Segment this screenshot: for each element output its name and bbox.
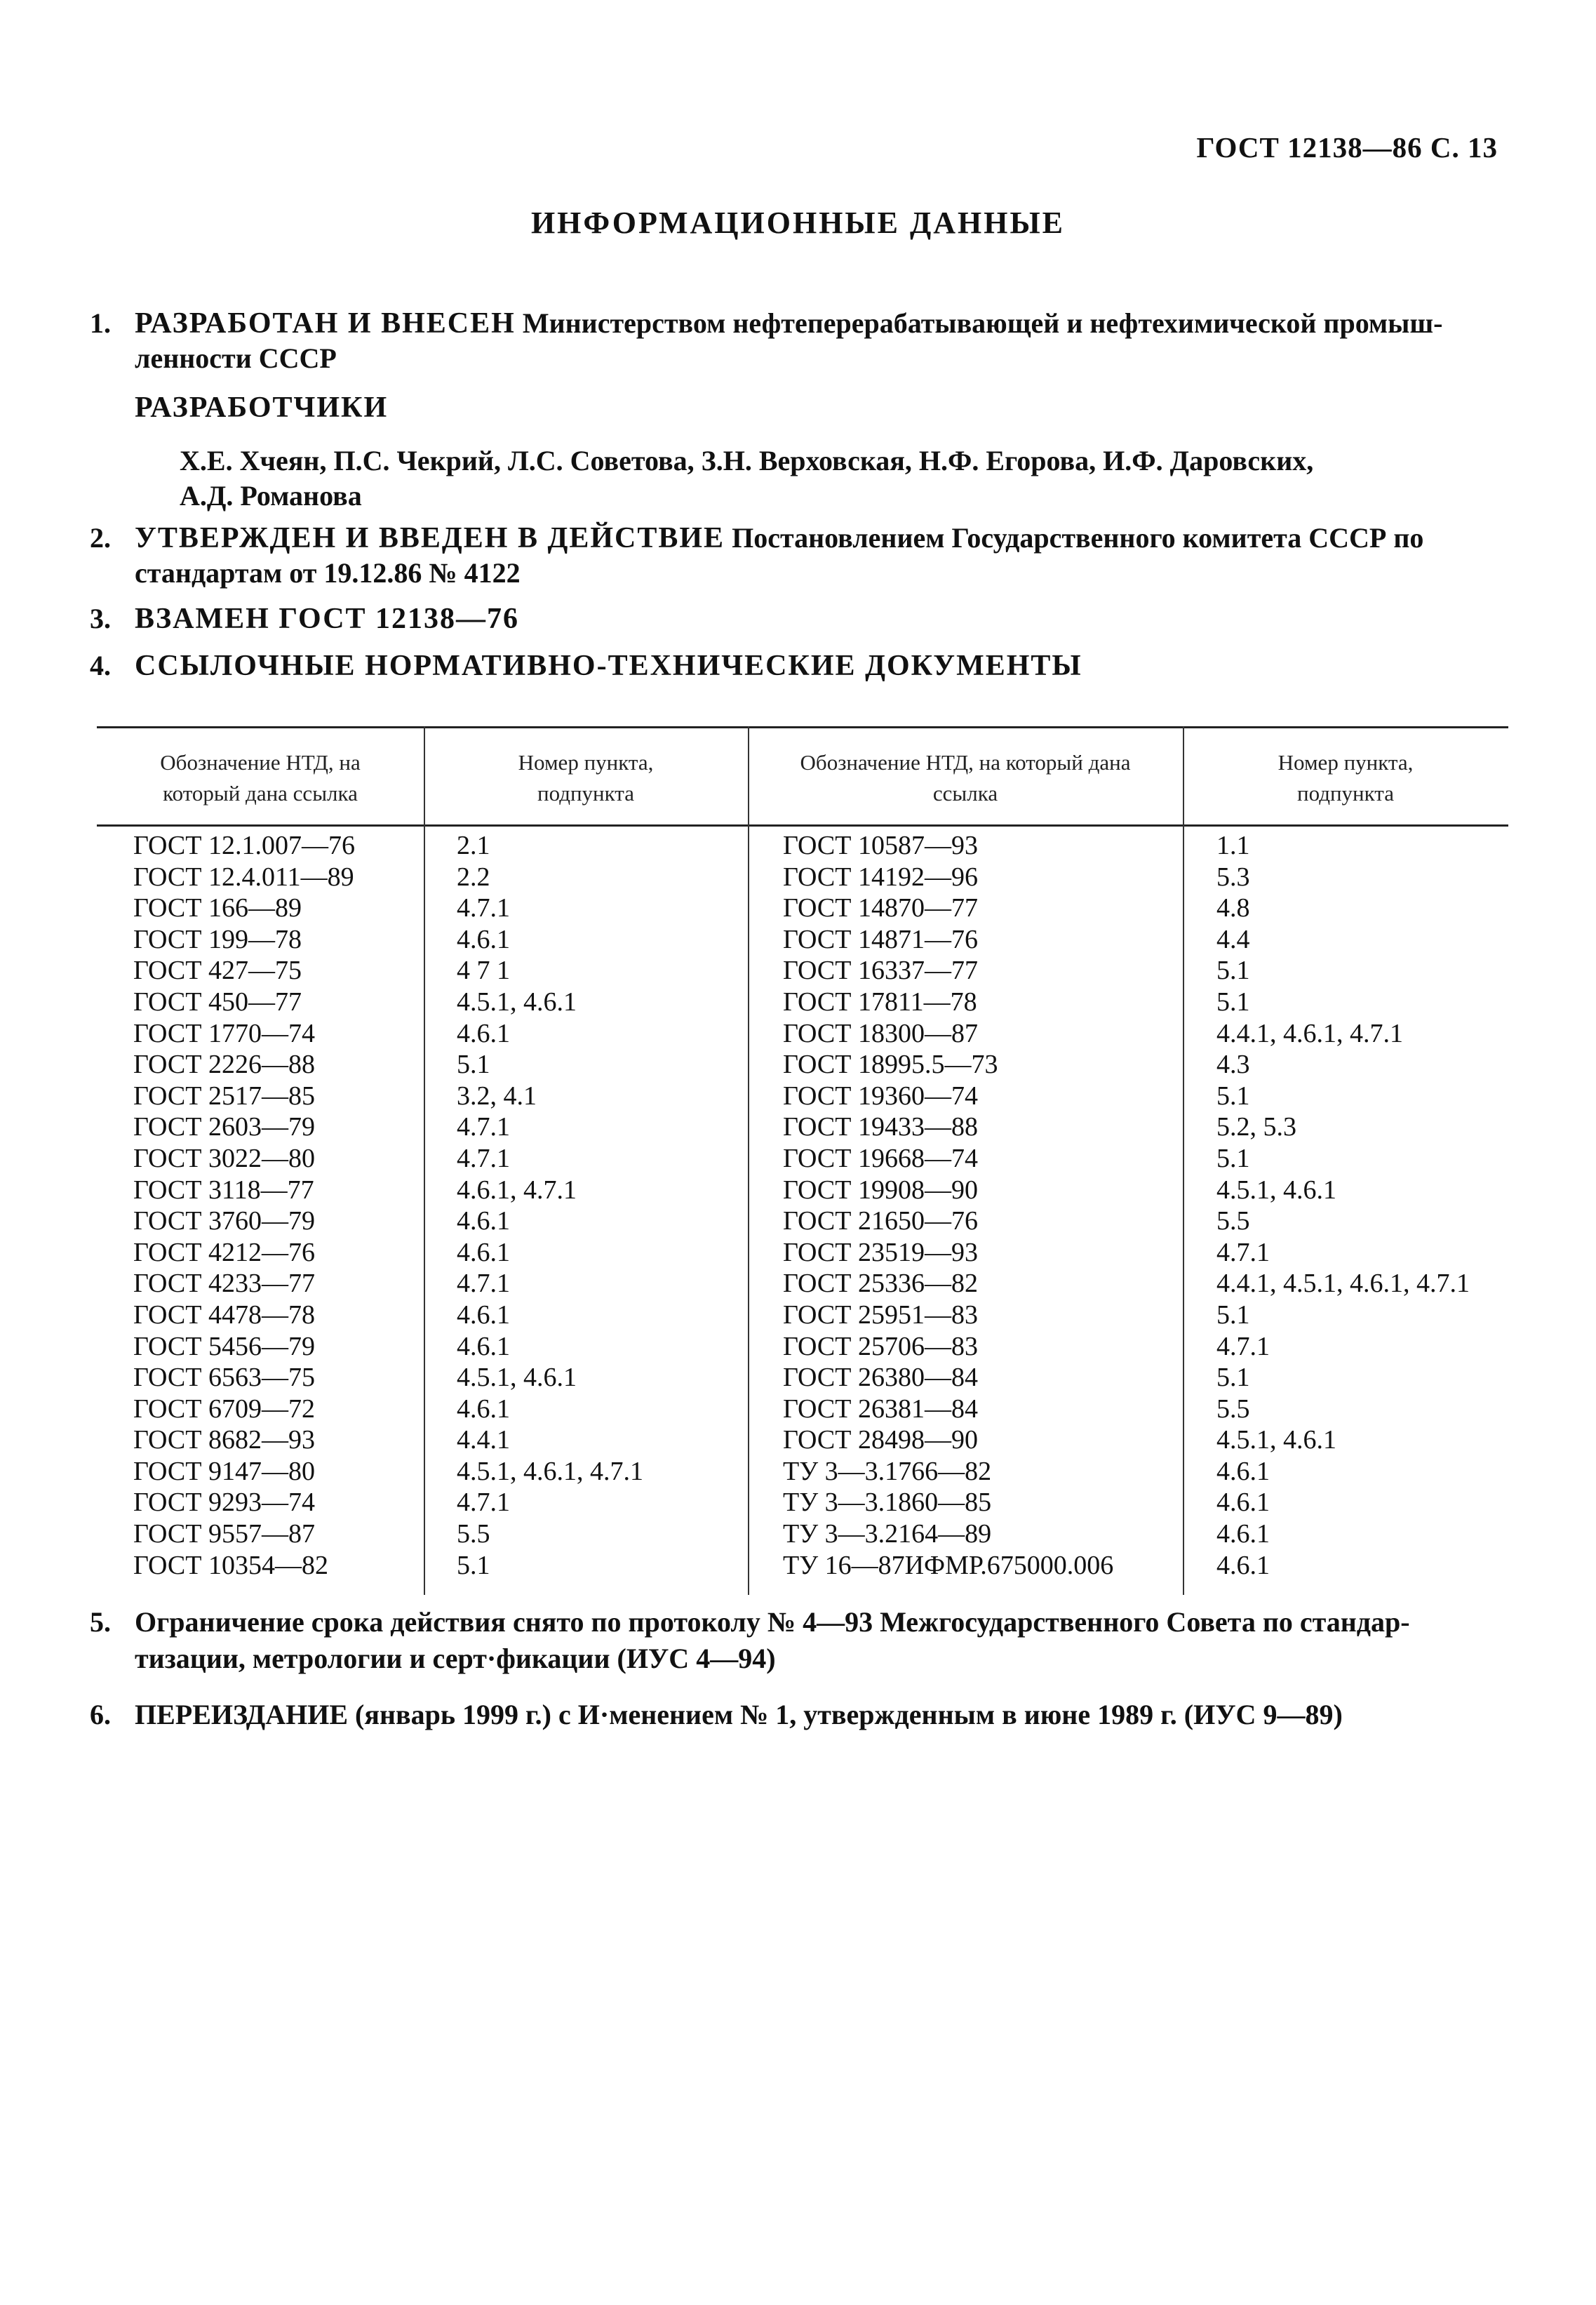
table-cell: ГОСТ 23519—93 <box>783 1237 978 1267</box>
table-cell: ГОСТ 2517—85 <box>133 1081 315 1111</box>
table-cell: 2.2 <box>457 862 490 892</box>
table-cell: 4.5.1, 4.6.1 <box>1216 1175 1336 1205</box>
section-4 <box>90 648 1507 683</box>
section-number: 5. <box>90 1606 111 1638</box>
table-cell: 4.7.1 <box>1216 1331 1270 1361</box>
table-cell: 4.6.1 <box>1216 1488 1270 1518</box>
page-header: ГОСТ 12138—86 С. 13 <box>1196 131 1498 163</box>
table-cell: 5.3 <box>1216 862 1250 892</box>
table-cell: 2.1 <box>457 831 490 860</box>
table-cell: 4.4 <box>1216 924 1250 954</box>
col-right-docs <box>783 830 1113 1581</box>
table-cell: ГОСТ 26381—84 <box>783 1394 978 1424</box>
section-heading: ССЫЛОЧНЫЕ НОРМАТИВНО-ТЕХНИЧЕСКИЕ ДОКУМЕНТЫ <box>135 650 1082 682</box>
table-cell: 4 7 1 <box>457 956 510 986</box>
table-cell: 4.4.1, 4.5.1, 4.6.1, 4.7.1 <box>1216 1269 1470 1299</box>
table-cell: 5.1 <box>1216 956 1250 986</box>
table-cell: 4.6.1 <box>457 1237 510 1267</box>
section-text-cont: тизации, метрологии и серт·фикации (ИУС 4—94) <box>135 1643 776 1674</box>
table-cell: 5.1 <box>1216 1143 1250 1173</box>
table-cell: ГОСТ 8682—93 <box>133 1425 315 1455</box>
table-header-rule <box>97 824 1508 827</box>
section-text-cont: стандартам от 19.12.86 № 4122 <box>135 557 521 589</box>
col-left-items <box>457 830 643 1581</box>
table-top-rule <box>97 726 1508 728</box>
header-text: подпункта <box>1297 781 1394 806</box>
table-cell: ГОСТ 2226—88 <box>133 1050 315 1080</box>
table-cell: 4.6.1 <box>1216 1456 1270 1486</box>
table-cell: ТУ 3—3.1860—85 <box>783 1488 992 1518</box>
developers-heading: РАЗРАБОТЧИКИ <box>135 392 389 424</box>
document-title: ИНФОРМАЦИОННЫЕ ДАННЫЕ <box>530 206 1066 240</box>
section-heading: УТВЕРЖДЕН И ВВЕДЕН В ДЕЙСТВИЕ <box>135 522 725 554</box>
table-cell: ГОСТ 166—89 <box>133 893 302 923</box>
table-cell: ГОСТ 19668—74 <box>783 1143 978 1173</box>
table-cell: ГОСТ 10587—93 <box>783 831 978 860</box>
table-cell: 4.6.1, 4.7.1 <box>457 1175 577 1205</box>
table-cell: 3.2, 4.1 <box>457 1081 537 1111</box>
table-cell: 4.5.1, 4.6.1 <box>1216 1425 1336 1455</box>
header-text: Номер пункта, <box>518 750 654 775</box>
table-cell: ГОСТ 12.1.007—76 <box>133 831 355 860</box>
header-text: Номер пункта, <box>1278 750 1414 775</box>
section-number: 1. <box>90 307 111 339</box>
table-cell: 4.4.1 <box>457 1425 510 1455</box>
section-text-cont: ленности СССР <box>135 342 337 374</box>
developers-list <box>180 443 1513 514</box>
table-cell: ГОСТ 9147—80 <box>133 1456 315 1486</box>
table-cell: ГОСТ 19360—74 <box>783 1081 978 1111</box>
table-cell: 5.5 <box>1216 1206 1250 1236</box>
table-cell: ТУ 3—3.2164—89 <box>783 1519 992 1549</box>
table-cell: ГОСТ 18300—87 <box>783 1018 978 1048</box>
developers-line-1: Х.Е. Хчеян, П.С. Чекрий, Л.С. Советова, З.Н. Верховская, Н.Ф. Егорова, И.Ф. Даровских, <box>180 445 1314 476</box>
table-cell: ГОСТ 2603—79 <box>133 1112 315 1142</box>
table-cell: 4.7.1 <box>457 1143 510 1173</box>
table-cell: ГОСТ 12.4.011—89 <box>133 862 354 892</box>
table-cell: 5.1 <box>1216 1300 1250 1330</box>
header-text: ссылка <box>932 781 998 806</box>
table-cell: 4.5.1, 4.6.1, 4.7.1 <box>457 1456 643 1486</box>
table-cell: 4.7.1 <box>457 893 510 923</box>
table-cell: ГОСТ 4233—77 <box>133 1269 315 1299</box>
table-cell: ГОСТ 25951—83 <box>783 1300 978 1330</box>
table-cell: ГОСТ 21650—76 <box>783 1206 978 1236</box>
section-2 <box>90 521 1507 591</box>
table-cell: 4.6.1 <box>457 1018 510 1048</box>
table-cell: ГОСТ 18995.5—73 <box>783 1050 998 1080</box>
table-cell: 1.1 <box>1216 831 1250 860</box>
table-cell: ГОСТ 19908—90 <box>783 1175 978 1205</box>
table-cell: ГОСТ 3022—80 <box>133 1143 315 1173</box>
table-cell: 5.1 <box>1216 1081 1250 1111</box>
table-cell: 4.4.1, 4.6.1, 4.7.1 <box>1216 1018 1403 1048</box>
table-cell: 4.6.1 <box>457 1394 510 1424</box>
col-right-items <box>1216 830 1470 1581</box>
developers-line-2: А.Д. Романова <box>180 480 362 512</box>
table-cell: ГОСТ 14870—77 <box>783 893 978 923</box>
table-cell: ГОСТ 3760—79 <box>133 1206 315 1236</box>
section-text: ПЕРЕИЗДАНИЕ (январь 1999 г.) с И·менением № 1, утвержденным в июне 1989 г. (ИУС 9—89) <box>135 1699 1343 1730</box>
header-text: Обозначение НТД, на который дана <box>800 750 1131 775</box>
table-cell: 4.6.1 <box>457 1300 510 1330</box>
section-text: Министерством нефтеперерабатывающей и нефтехимической промыш- <box>522 307 1443 339</box>
references-table <box>97 726 1508 1595</box>
table-cell: 4.5.1, 4.6.1 <box>457 987 577 1017</box>
table-cell: 4.6.1 <box>457 1206 510 1236</box>
table-cell: 5.1 <box>457 1550 490 1580</box>
header-item-right <box>1183 747 1508 809</box>
table-cell: 5.5 <box>1216 1394 1250 1424</box>
section-number: 4. <box>90 650 111 681</box>
table-cell: 4.8 <box>1216 893 1250 923</box>
section-text: Ограничение срока действия снято по протоколу № 4—93 Межгосударственного Совета по стандар- <box>135 1606 1410 1638</box>
header-doc-left <box>97 747 424 809</box>
table-cell: ГОСТ 25336—82 <box>783 1269 978 1299</box>
table-cell: 4.5.1, 4.6.1 <box>457 1363 577 1393</box>
section-number: 2. <box>90 522 111 554</box>
column-divider <box>748 726 749 1595</box>
table-cell: ТУ 3—3.1766—82 <box>783 1456 992 1486</box>
table-cell: ГОСТ 17811—78 <box>783 987 977 1017</box>
header-doc-right <box>748 747 1183 809</box>
table-cell: ГОСТ 1770—74 <box>133 1018 315 1048</box>
table-cell: ГОСТ 4478—78 <box>133 1300 315 1330</box>
table-cell: 5.1 <box>1216 987 1250 1017</box>
table-cell: ГОСТ 6709—72 <box>133 1394 315 1424</box>
table-cell: 4.7.1 <box>1216 1237 1270 1267</box>
section-number: 6. <box>90 1699 111 1730</box>
table-cell: ГОСТ 450—77 <box>133 987 302 1017</box>
table-cell: ГОСТ 5456—79 <box>133 1331 315 1361</box>
table-cell: 4.6.1 <box>1216 1519 1270 1549</box>
header-item-left <box>424 747 748 809</box>
table-cell: 5.2, 5.3 <box>1216 1112 1296 1142</box>
table-cell: ГОСТ 25706—83 <box>783 1331 978 1361</box>
table-cell: ГОСТ 199—78 <box>133 924 302 954</box>
table-cell: ГОСТ 26380—84 <box>783 1363 978 1393</box>
table-cell: 5.1 <box>457 1050 490 1080</box>
section-heading: ВЗАМЕН ГОСТ 12138—76 <box>135 603 520 635</box>
table-cell: 5.1 <box>1216 1363 1250 1393</box>
table-cell: ГОСТ 10354—82 <box>133 1550 328 1580</box>
table-cell: ГОСТ 4212—76 <box>133 1237 315 1267</box>
table-cell: 5.5 <box>457 1519 490 1549</box>
table-cell: ГОСТ 19433—88 <box>783 1112 978 1142</box>
table-cell: 4.7.1 <box>457 1488 510 1518</box>
section-text: Постановлением Государственного комитета СССР по <box>732 522 1424 554</box>
section-3 <box>90 601 1507 636</box>
table-cell: ГОСТ 3118—77 <box>133 1175 314 1205</box>
table-cell: 4.7.1 <box>457 1112 510 1142</box>
header-text: который дана ссылка <box>163 781 358 806</box>
table-cell: ГОСТ 28498—90 <box>783 1425 978 1455</box>
column-divider <box>1183 726 1184 1595</box>
column-divider <box>424 726 425 1595</box>
section-heading: РАЗРАБОТАН И ВНЕСЕН <box>135 307 516 340</box>
section-1 <box>90 306 1507 376</box>
table-cell: ГОСТ 427—75 <box>133 956 302 986</box>
table-cell: 4.3 <box>1216 1050 1250 1080</box>
table-cell: 4.6.1 <box>457 924 510 954</box>
table-cell: 4.7.1 <box>457 1269 510 1299</box>
header-text: Обозначение НТД, на <box>160 750 361 775</box>
header-text: подпункта <box>537 781 634 806</box>
col-left-docs <box>133 830 355 1581</box>
table-cell: ГОСТ 9557—87 <box>133 1519 315 1549</box>
section-6 <box>90 1697 1521 1733</box>
section-5 <box>90 1604 1521 1677</box>
table-cell: ГОСТ 16337—77 <box>783 956 978 986</box>
section-number: 3. <box>90 603 111 634</box>
table-cell: 4.6.1 <box>1216 1550 1270 1580</box>
table-cell: ГОСТ 9293—74 <box>133 1488 315 1518</box>
table-cell: ГОСТ 14192—96 <box>783 862 978 892</box>
table-cell: ГОСТ 6563—75 <box>133 1363 315 1393</box>
table-cell: ГОСТ 14871—76 <box>783 924 978 954</box>
table-cell: 4.6.1 <box>457 1331 510 1361</box>
table-cell: ТУ 16—87ИФМР.675000.006 <box>783 1550 1114 1580</box>
